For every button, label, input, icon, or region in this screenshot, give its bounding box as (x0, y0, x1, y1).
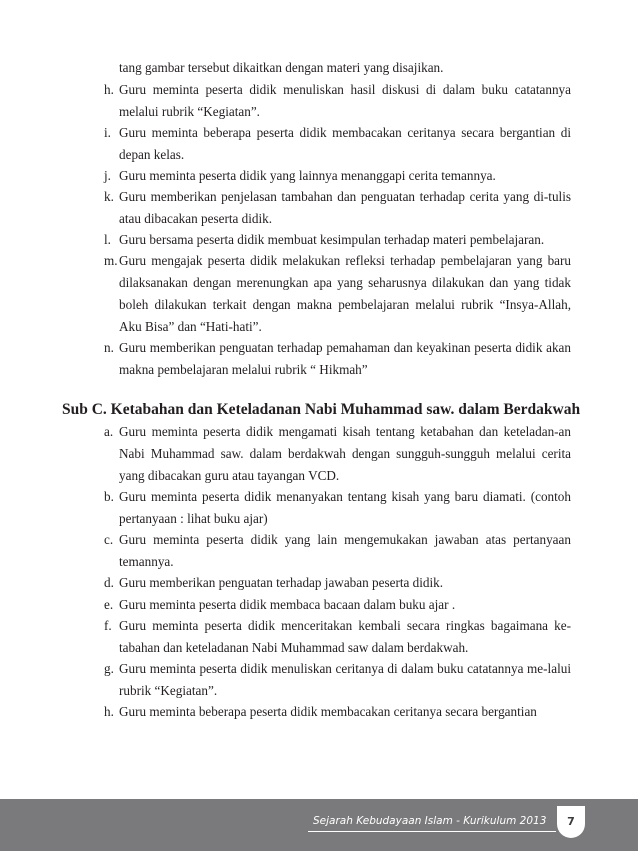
list-item-text: Guru bersama peserta didik membuat kesimpulan terhadap materi pembelajaran. (119, 232, 545, 247)
list-item-text: Guru meminta peserta didik menceritakan kembali secara ringkas bagaimana ke-tabahan dan keteladanan Nabi Muhammad saw dalam berdakwah. (119, 618, 571, 655)
list-item-label: a. (104, 424, 114, 439)
list-item-label: g. (104, 661, 114, 676)
list-item-label: k. (104, 189, 114, 204)
list-item-label: f. (104, 618, 112, 633)
list-item-label: j. (104, 168, 111, 183)
list-item-text: Guru meminta peserta didik membaca bacaan dalam buku ajar . (119, 597, 456, 612)
list-item-text: Guru meminta peserta didik yang lain mengemukakan jawaban atas pertanyaan temannya. (119, 532, 571, 569)
list-item-text: Guru memberikan penguatan terhadap pemahaman dan keyakinan peserta didik akan makna pembelajaran melalui rubrik “ Hikmah” (119, 340, 571, 377)
list-item-label: m. (104, 253, 118, 268)
list-item-label: l. (104, 232, 111, 247)
list-item-text: Guru memberikan penguatan terhadap jawaban peserta didik. (119, 575, 444, 590)
list-item-label: c. (104, 532, 114, 547)
continuation-text: tang gambar tersebut dikaitkan dengan materi yang disajikan. (119, 60, 444, 75)
footer-title: Sejarah Kebudayaan Islam - Kurikulum 2013 (313, 815, 547, 827)
list-item-label: h. (104, 704, 114, 719)
list-item-label: b. (104, 489, 114, 504)
list-item-text: Guru meminta peserta didik menuliskan ceritanya di dalam buku catatannya me-lalui rubrik “Kegiatan”. (119, 661, 571, 698)
footer-rule (308, 831, 556, 832)
list-item-label: d. (104, 575, 114, 590)
list-item-text: Guru memberikan penjelasan tambahan dan penguatan terhadap cerita yang di-tulis atau dibacakan peserta didik. (119, 189, 571, 226)
page-number: 7 (567, 815, 575, 828)
list-item-text: Guru mengajak peserta didik melakukan refleksi terhadap pembelajaran yang baru dilaksanakan dengan merenungkan apa yang seharusnya dilakukan dan yang tidak boleh dilakukan terkait dengan makna pembelajaran melalui rubrik “Insya-Allah, Aku Bisa” dan “Hati-hati”. (119, 253, 571, 334)
list-item-label: i. (104, 125, 111, 140)
list-item-text: Guru meminta beberapa peserta didik membacakan ceritanya secara bergantian (119, 704, 537, 719)
list-item-label: e. (104, 597, 114, 612)
list-item-label: n. (104, 340, 114, 355)
list-item-text: Guru meminta beberapa peserta didik membacakan ceritanya secara bergantian di depan kelas. (119, 125, 571, 162)
section-heading: Sub C. Ketabahan dan Keteladanan Nabi Muhammad saw. dalam Berdakwah (62, 401, 581, 418)
list-item-text: Guru meminta peserta didik menanyakan tentang kisah yang baru diamati. (contoh pertanyaan : lihat buku ajar) (119, 489, 571, 526)
list-item-text: Guru meminta peserta didik yang lainnya menanggapi cerita temannya. (119, 168, 496, 183)
list-item-text: Guru meminta peserta didik mengamati kisah tentang ketabahan dan keteladan-an Nabi Muhammad saw. dalam berdakwah dengan sungguh-sungguh melalui cerita yang dibacakan guru atau tayangan VCD. (119, 424, 571, 483)
list-item-text: Guru meminta peserta didik menuliskan hasil diskusi di dalam buku catatannya melalui rubrik “Kegiatan”. (119, 82, 571, 119)
list-item-label: h. (104, 82, 114, 97)
